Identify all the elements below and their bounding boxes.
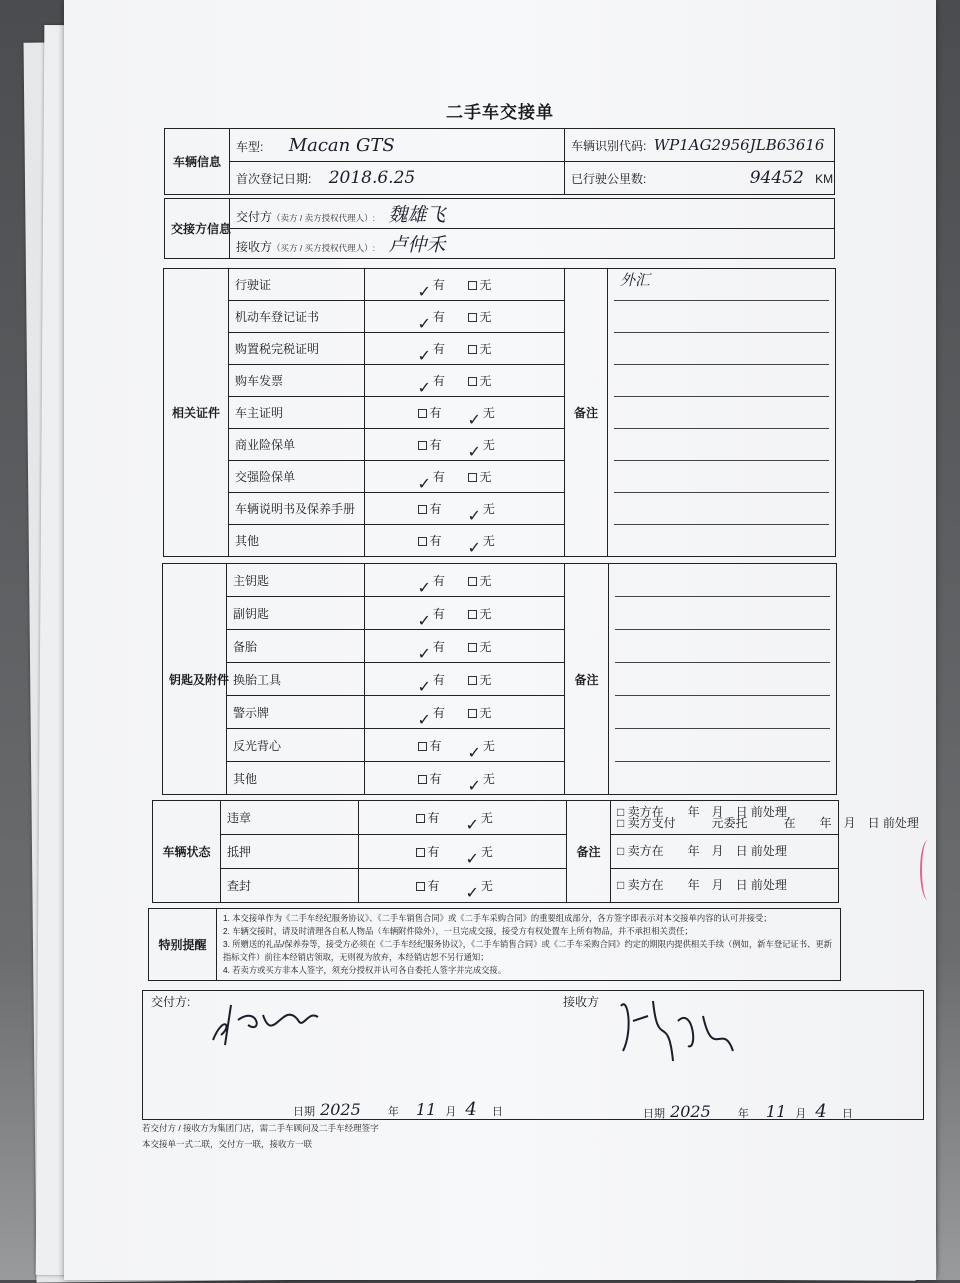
item-label: 副钥匙 (227, 597, 365, 630)
item-label: 主钥匙 (227, 564, 365, 597)
footer-note-1: 若交付方 / 接收方为集团门店，需二手车顾问及二手车经理签字 (142, 1123, 379, 1133)
date-label: 日期 (643, 1108, 665, 1120)
checkbox-no[interactable] (468, 468, 512, 485)
note-line (614, 493, 829, 525)
documents-section-label: 相关证件 (164, 269, 229, 557)
table-row (153, 801, 839, 835)
option-label: 有 (432, 470, 445, 484)
special-reminder-content (217, 909, 841, 981)
checkbox-no[interactable] (467, 737, 512, 762)
item-label: 购置税完税证明 (229, 333, 365, 365)
option-label: 无 (479, 705, 492, 720)
checkbox-no[interactable] (467, 532, 512, 558)
checkbox-yes[interactable] (417, 638, 462, 663)
option-label: 有 (432, 374, 445, 388)
checkbox-yes[interactable] (417, 468, 462, 494)
option-label: 无 (479, 310, 492, 324)
option-cell (365, 630, 565, 663)
special-reminder-table (148, 908, 841, 981)
status-note-line: □ 卖方在 年 月 日 前处理 (617, 878, 787, 892)
checkbox-yes[interactable] (416, 877, 460, 894)
tip-item: 2. 车辆交接时，请及时清理各自私人物品（车辆附件除外），一旦完成交接，接受方有权处置车上所有物品，并不承担相关责任； (223, 926, 693, 936)
item-label: 购车发票 (229, 365, 365, 397)
item-label: 查封 (221, 869, 359, 903)
item-label: 反光背心 (227, 729, 365, 762)
mileage-label: 已行驶公里数: (571, 172, 647, 186)
model-value: Macan GTS (288, 134, 395, 156)
option-label: 有 (427, 845, 440, 859)
option-label: 有 (432, 310, 445, 324)
checkbox-no[interactable] (468, 638, 512, 655)
receiver-year: 2025 (670, 1102, 711, 1121)
checkbox-icon (468, 281, 477, 290)
item-label: 车主证明 (229, 397, 365, 429)
checkbox-no[interactable] (465, 843, 510, 869)
option-label: 有 (429, 438, 442, 452)
mileage-unit: KM (815, 172, 834, 186)
table-row (163, 564, 837, 597)
item-label: 商业险保单 (229, 429, 365, 461)
checkbox-icon (468, 473, 477, 482)
year-label: 年 (737, 1108, 749, 1120)
option-label: 有 (432, 606, 445, 621)
checkbox-icon: ✓ (417, 380, 431, 398)
checkbox-icon: ✓ (465, 885, 479, 903)
item-label: 其他 (227, 762, 365, 795)
day-label: 日 (841, 1108, 853, 1120)
checkbox-icon (418, 775, 427, 784)
checkbox-icon: ✓ (467, 744, 481, 762)
receiver-day: 4 (815, 1101, 827, 1122)
checkbox-no[interactable] (468, 340, 512, 357)
checkbox-no[interactable] (467, 436, 512, 462)
checkbox-icon (418, 537, 427, 546)
vin-value: WP1AG2956JLB63616 (653, 136, 825, 154)
option-label: 有 (429, 738, 442, 753)
note-line (614, 269, 829, 301)
checkbox-yes[interactable] (417, 704, 462, 729)
checkbox-icon (468, 345, 477, 354)
checkbox-icon (468, 377, 477, 386)
checkbox-icon: ✓ (465, 851, 479, 869)
checkbox-icon: ✓ (467, 777, 481, 795)
checkbox-no[interactable] (468, 372, 512, 389)
option-cell (359, 801, 567, 835)
option-label: 无 (482, 738, 495, 753)
month-label: 月 (795, 1108, 807, 1120)
checkbox-no[interactable] (468, 308, 512, 325)
option-label: 无 (480, 845, 493, 859)
deliverer-signature (203, 995, 323, 1051)
note-line (614, 333, 829, 365)
note-line (615, 729, 830, 762)
special-reminder-label: 特别提醒 (149, 909, 217, 981)
option-label: 有 (432, 639, 445, 654)
checkbox-icon (468, 709, 477, 718)
option-label: 无 (482, 438, 495, 452)
checkbox-icon (418, 409, 427, 418)
option-cell (365, 429, 565, 461)
checkbox-icon (416, 848, 425, 857)
checkbox-icon (468, 643, 477, 652)
note-line (614, 397, 829, 429)
month-label: 月 (445, 1106, 457, 1118)
option-cell (365, 525, 565, 557)
option-label: 有 (432, 573, 445, 588)
checkbox-icon: ✓ (417, 612, 431, 630)
note-line (615, 630, 830, 663)
checkbox-icon: ✓ (465, 817, 479, 835)
option-label: 有 (432, 278, 445, 292)
option-cell (365, 564, 565, 597)
option-cell (359, 869, 567, 903)
item-label: 行驶证 (229, 269, 365, 301)
checkbox-yes[interactable] (416, 809, 460, 826)
option-label: 无 (482, 502, 495, 516)
status-note-cell[interactable] (611, 835, 839, 869)
option-cell (365, 696, 565, 729)
checkbox-yes[interactable] (417, 308, 462, 334)
mileage-value: 94452 (749, 168, 804, 188)
model-field (230, 129, 565, 162)
reg-date-value: 2018.6.25 (328, 168, 416, 188)
item-label: 警示牌 (227, 696, 365, 729)
checkbox-yes[interactable] (418, 532, 462, 549)
deliverer-label: 交付方 (236, 210, 273, 224)
note-line (615, 696, 830, 729)
model-label: 车型: (236, 139, 264, 154)
item-label: 其他 (229, 525, 365, 557)
checkbox-icon (468, 676, 477, 685)
item-label: 机动车登记证书 (229, 301, 365, 333)
day-label: 日 (491, 1106, 503, 1118)
status-section-label: 车辆状态 (153, 801, 221, 903)
checkbox-yes[interactable] (417, 340, 462, 366)
table-row (153, 869, 839, 903)
checkbox-no[interactable] (467, 770, 512, 795)
year-label: 年 (387, 1106, 399, 1118)
checkbox-icon: ✓ (417, 711, 431, 729)
item-label: 备胎 (227, 630, 365, 663)
checkbox-icon: ✓ (417, 316, 431, 334)
deliverer-date (293, 1099, 503, 1120)
note-line (614, 429, 829, 461)
parties-label: 交接方信息 (165, 199, 230, 259)
option-label: 无 (482, 771, 495, 786)
checkbox-icon (418, 742, 427, 751)
receiver-month: 11 (765, 1102, 787, 1121)
option-cell (365, 729, 565, 762)
checkbox-icon (418, 505, 427, 514)
option-cell (365, 365, 565, 397)
checkbox-yes[interactable] (418, 404, 462, 421)
option-cell (365, 461, 565, 493)
checkbox-icon: ✓ (417, 678, 431, 696)
vin-label: 车辆识别代码: (571, 139, 647, 153)
option-label: 无 (479, 278, 492, 292)
option-label: 有 (432, 342, 445, 356)
deliverer-month: 11 (415, 1100, 437, 1119)
checkbox-icon: ✓ (417, 476, 431, 494)
note-line (614, 365, 829, 397)
note-line (614, 461, 829, 493)
vehicle-status-table (152, 800, 919, 903)
option-label: 无 (480, 879, 493, 893)
option-label: 无 (479, 573, 492, 588)
option-label: 无 (479, 470, 492, 484)
parties-table (164, 198, 835, 259)
status-note-line: □ 卖方在 年 月 日 前处理 (617, 804, 787, 819)
option-cell (365, 597, 565, 630)
checkbox-icon (468, 610, 477, 619)
note-line (615, 663, 830, 696)
checkbox-icon: ✓ (417, 579, 431, 597)
option-label: 有 (432, 705, 445, 720)
checkbox-icon (468, 313, 477, 322)
date-label: 日期 (293, 1106, 315, 1118)
option-cell (365, 762, 565, 795)
option-label: 无 (482, 406, 495, 420)
deliverer-sign-label: 交付方: (151, 995, 191, 1009)
receiver-sign-label: 接收方 (563, 995, 600, 1009)
checkbox-yes[interactable] (417, 671, 462, 696)
option-label: 无 (479, 672, 492, 687)
vehicle-info-label: 车辆信息 (165, 129, 230, 195)
checkbox-yes[interactable] (417, 572, 462, 597)
tip-item: 3. 所赠送的礼品/保养券等，接受方必须在《二手车经纪服务协议》，《二手车销售合同》或《二手车采购合同》约定的期限内提供相关手续（例如，新车登记证书、更新指标文件）前往本经销店领取，无则视为放弃，本经销店恕不另行通知； (223, 939, 832, 962)
notes-field[interactable] (608, 269, 836, 557)
checkbox-no[interactable] (468, 671, 512, 688)
footer-note-2: 本交接单一式二联，交付方一联，接收方一联 (142, 1139, 313, 1149)
option-label: 有 (432, 672, 445, 687)
deliverer-day: 4 (465, 1099, 477, 1120)
item-label: 车辆说明书及保养手册 (229, 493, 365, 525)
status-note-cell[interactable] (611, 869, 839, 903)
item-label: 交强险保单 (229, 461, 365, 493)
checkbox-yes[interactable] (417, 605, 462, 630)
table-row (164, 269, 836, 301)
receiver-field (230, 229, 835, 259)
note-text: 外汇 (620, 271, 651, 289)
checkbox-no[interactable] (465, 809, 510, 835)
checkbox-yes[interactable] (417, 276, 462, 302)
notes-label: 备注 (567, 801, 611, 903)
tip-item: 4. 若卖方或买方非本人签字，须充分授权并认可各自委托人签字并完成交接。 (223, 965, 507, 975)
checkbox-yes[interactable] (418, 500, 462, 517)
note-line (615, 597, 830, 630)
receiver-date (643, 1101, 853, 1122)
receiver-label: 接收方 (236, 240, 273, 254)
deliverer-field (230, 199, 835, 229)
mileage-field (565, 162, 835, 195)
receiver-name: 卢仲禾 (388, 234, 446, 256)
red-stamp-mark (920, 840, 936, 900)
checkbox-yes[interactable] (417, 372, 462, 398)
reg-date-field (230, 162, 565, 195)
checkbox-no[interactable] (467, 500, 512, 526)
item-label: 换胎工具 (227, 663, 365, 696)
checkbox-icon: ✓ (467, 412, 481, 430)
keys-table (162, 563, 837, 795)
option-label: 无 (480, 811, 493, 825)
deliverer-hint: （卖方 / 卖方授权代理人）: (272, 213, 375, 223)
table-row (153, 835, 839, 869)
option-label: 无 (479, 606, 492, 621)
checkbox-no[interactable] (468, 704, 512, 721)
status-note-cell[interactable] (611, 801, 919, 835)
status-note-line: □ 卖方在 年 月 日 前处理 (617, 844, 787, 858)
checkbox-icon (418, 441, 427, 450)
option-label: 有 (429, 502, 442, 516)
option-cell (365, 663, 565, 696)
checkbox-yes[interactable] (418, 737, 462, 754)
vin-field (565, 129, 835, 162)
option-cell (365, 333, 565, 365)
keys-section-label: 钥匙及附件 (163, 564, 227, 795)
checkbox-icon: ✓ (467, 508, 481, 526)
tip-item: 1. 本交接单作为《二手车经纪服务协议》、《二手车销售合同》或《二手车采购合同》的重要组成部分，各方签字即表示对本交接单内容的认可并接受； (223, 913, 772, 923)
checkbox-yes[interactable] (418, 436, 462, 453)
option-label: 有 (429, 771, 442, 786)
vehicle-info-table (164, 128, 835, 195)
checkbox-yes[interactable] (416, 843, 460, 860)
notes-field[interactable] (609, 564, 837, 795)
reg-date-label: 首次登记日期: (236, 172, 312, 186)
note-line (615, 762, 830, 794)
receiver-signature (613, 991, 743, 1071)
option-cell (365, 493, 565, 525)
option-label: 有 (429, 406, 442, 420)
note-line (614, 301, 829, 333)
option-label: 有 (427, 879, 440, 893)
checkbox-icon: ✓ (467, 444, 481, 462)
option-label: 有 (429, 534, 442, 548)
documents-table (163, 268, 836, 557)
checkbox-icon: ✓ (467, 540, 481, 558)
checkbox-icon: ✓ (417, 348, 431, 366)
checkbox-no[interactable] (467, 404, 512, 430)
receiver-hint: （买方 / 买方授权代理人）: (272, 243, 375, 253)
checkbox-no[interactable] (468, 605, 512, 622)
checkbox-icon (416, 882, 425, 891)
option-label: 有 (427, 811, 440, 825)
item-label: 抵押 (221, 835, 359, 869)
option-cell (365, 397, 565, 429)
form-title: 二手车交接单 (446, 103, 554, 122)
item-label: 违章 (221, 801, 359, 835)
signature-box (142, 990, 924, 1120)
option-cell (365, 269, 565, 301)
notes-label: 备注 (565, 564, 609, 795)
option-label: 无 (479, 342, 492, 356)
checkbox-icon: ✓ (417, 645, 431, 663)
option-label: 无 (479, 374, 492, 388)
deliverer-name: 魏雄飞 (388, 204, 446, 226)
option-label: 无 (482, 534, 495, 548)
checkbox-yes[interactable] (418, 770, 462, 787)
note-line (615, 564, 830, 597)
status-note-line: □ 卖方支付 元委托 在 年 月 日 前处理 (617, 815, 919, 830)
checkbox-no[interactable] (465, 877, 510, 903)
option-label: 无 (479, 639, 492, 654)
option-cell (365, 301, 565, 333)
handover-form-sheet (64, 0, 936, 1280)
checkbox-icon (468, 577, 477, 586)
note-line (614, 525, 829, 556)
option-cell (359, 835, 567, 869)
checkbox-icon (416, 814, 425, 823)
checkbox-no[interactable] (468, 276, 512, 293)
deliverer-year: 2025 (320, 1100, 361, 1119)
checkbox-no[interactable] (468, 572, 512, 589)
notes-label: 备注 (565, 269, 608, 557)
checkbox-icon: ✓ (417, 284, 431, 302)
